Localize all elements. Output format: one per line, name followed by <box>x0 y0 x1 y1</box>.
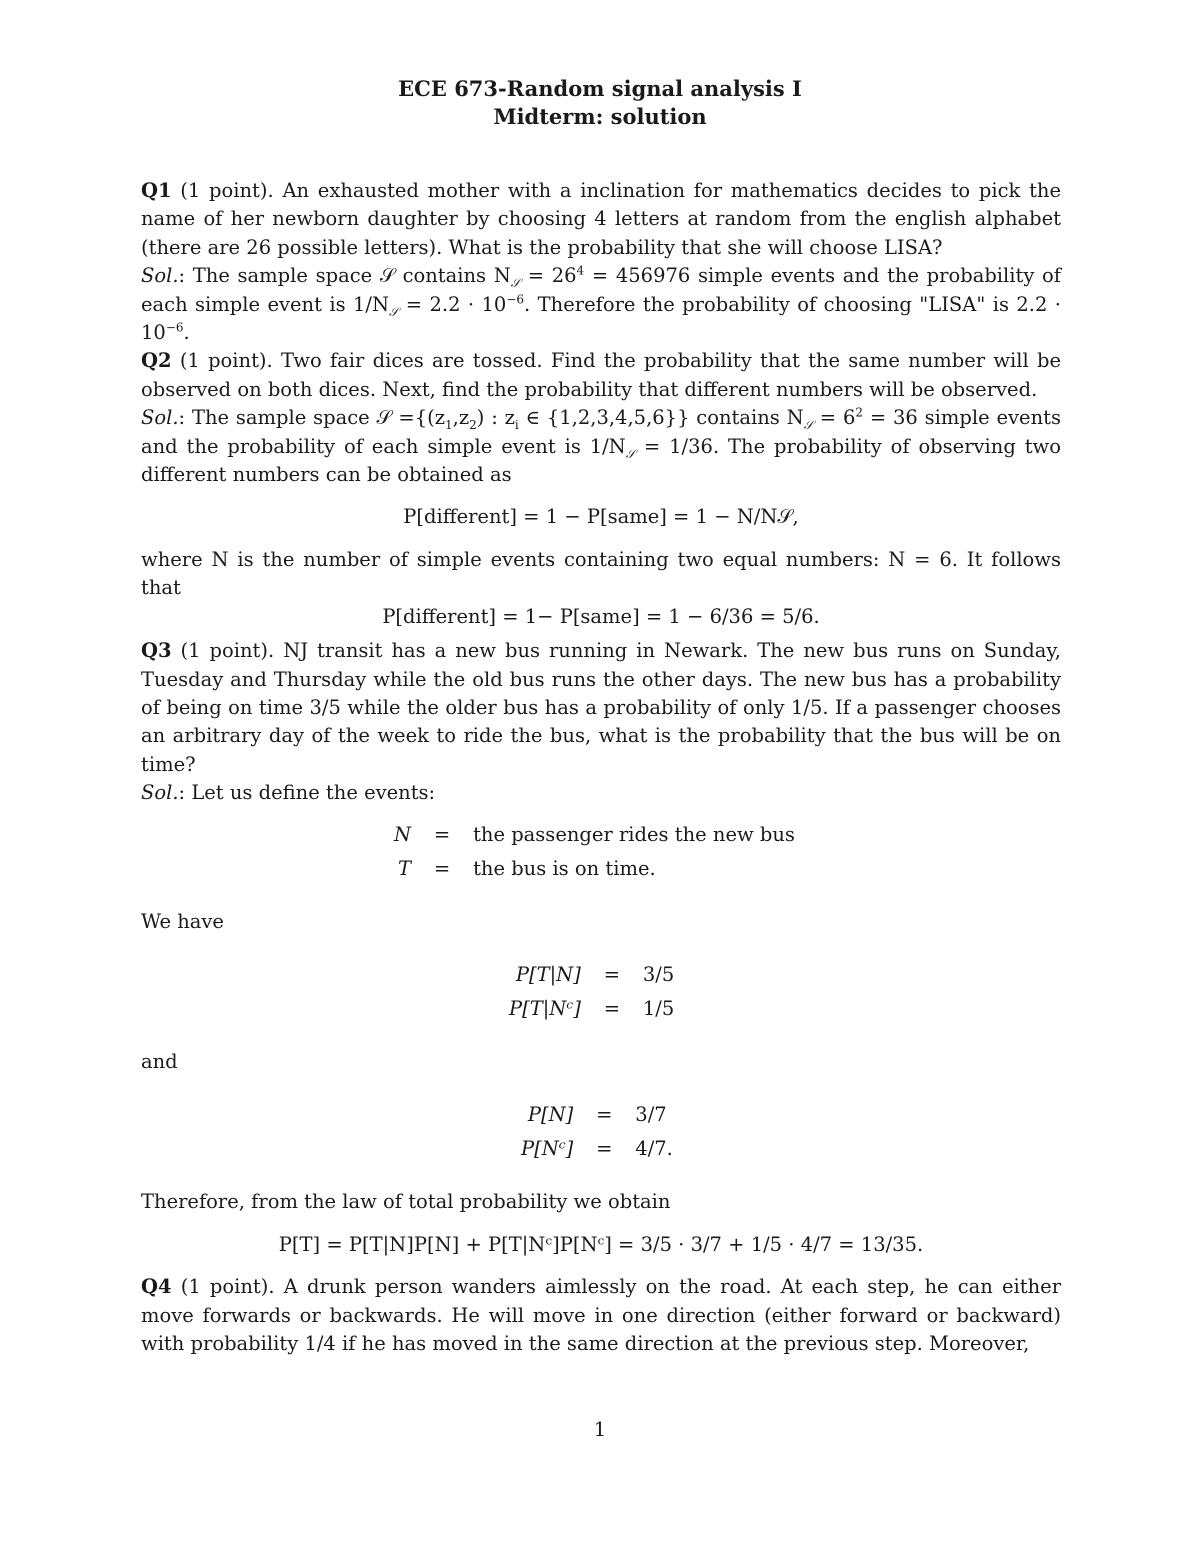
equation-lhs: P[T|N] <box>515 962 581 986</box>
spacer <box>141 532 1061 546</box>
question-points: (1 point). <box>180 1275 275 1299</box>
event-row <box>386 818 803 852</box>
question-text: Two fair dices are tossed. Find the probability that the same number will be observed on both dices. Next, find the probability that different numbers will be observed. <box>141 349 1062 401</box>
question-points: (1 point). <box>179 349 273 373</box>
solution-text: : The sample space 𝒮 ={(z <box>178 406 446 430</box>
solution-label: Sol. <box>141 406 179 430</box>
superscript: −6 <box>506 292 525 307</box>
solution-text: = 6 <box>812 406 856 430</box>
equals-sign: = <box>433 856 451 880</box>
spacer <box>141 1026 1061 1048</box>
superscript: 2 <box>855 405 864 420</box>
equals-sign: = <box>596 1137 613 1161</box>
subscript: 𝒮 <box>803 418 813 433</box>
spacer <box>141 1166 1061 1188</box>
spacer <box>141 1076 1061 1098</box>
event-symbol: T <box>398 856 412 880</box>
question-label: Q2 <box>141 349 172 373</box>
question-text: NJ transit has a new bus running in Newark. The new bus runs on Sunday, Tuesday and Thursday while the old bus runs the other days. The new bus has a probability of being on time 3/5 while the older bus has a probability of only 1/5. If a passenger chooses an arbitrary day of the week to ride the bus, what is the probability that the bus will be on time? <box>141 639 1062 776</box>
document-subtitle: Midterm: solution <box>493 104 707 129</box>
paragraph: where N is the number of simple events containing two equal numbers: N = 6. It follows that <box>141 547 1061 600</box>
document-body <box>141 177 1061 1358</box>
subscript: i <box>514 418 519 433</box>
question-label: Q1 <box>141 179 172 202</box>
document-title: ECE 673-Random signal analysis I <box>398 76 802 101</box>
spacer <box>141 1259 1061 1273</box>
spacer <box>141 1217 1061 1231</box>
solution-text: ∈ {1,2,3,4,5,6}} contains N <box>518 406 804 430</box>
equation-row <box>501 992 682 1026</box>
equation-lhs: P[N] <box>527 1103 574 1127</box>
page-number: 1 <box>593 1418 607 1441</box>
equation-rhs: 3/7 <box>635 1103 667 1127</box>
subscript: 𝒮 <box>510 276 521 291</box>
solution-3 <box>141 779 1061 807</box>
solution-text: = 36 simple events and the probability of each simple event is 1/N <box>141 406 1061 458</box>
question-3 <box>141 637 1061 779</box>
spacer <box>141 936 1061 958</box>
superscript: 4 <box>576 263 585 278</box>
question-text: An exhausted mother with a inclination for mathematics decides to pick the name of her newborn daughter by choosing 4 letters at random from the english alphabet (there are 26 possible letters). What is the probability that she will choose LISA? <box>141 179 1062 259</box>
superscript: −6 <box>165 320 184 335</box>
solution-1 <box>141 262 1061 347</box>
question-points: (1 point). <box>180 639 275 663</box>
subscript: 𝒮 <box>389 304 399 319</box>
question-text: A drunk person wanders aimlessly on the road. At each step, he can either move forwards or backwards. He will move in one direction (either forward or backward) with probability 1/4 if he has moved in the same direction at the previous step. Moreover, <box>141 1275 1062 1355</box>
equals-sign: = <box>596 1103 613 1127</box>
question-label: Q3 <box>141 639 172 663</box>
spacer <box>141 808 1061 818</box>
solution-text: . <box>183 321 190 345</box>
spacer <box>141 489 1061 503</box>
equation-row <box>513 1132 681 1166</box>
subscript: 1 <box>445 418 453 433</box>
prior-probabilities <box>513 1098 681 1166</box>
solution-text: . Therefore the probability of choosing "LISA" is 2.2 · 10 <box>141 292 1062 345</box>
event-description: the passenger rides the new bus <box>473 822 795 846</box>
equation-row <box>513 1098 681 1132</box>
event-row <box>386 852 803 886</box>
solution-text: = 456976 simple events and the probability of each simple event is 1/N <box>141 264 1061 316</box>
equals-sign: = <box>603 996 621 1020</box>
event-symbol: N <box>394 822 412 846</box>
event-description: the bus is on time. <box>473 856 656 880</box>
equals-sign: = <box>433 822 451 846</box>
events-definitions <box>386 818 803 886</box>
paragraph: and <box>141 1049 178 1073</box>
equation-lhs: P[T|Nᶜ] <box>509 996 581 1020</box>
question-points: (1 point). <box>180 179 274 202</box>
paragraph: We have <box>141 909 224 933</box>
solution-label: Sol. <box>141 781 179 805</box>
question-label: Q4 <box>141 1275 172 1299</box>
spacer <box>141 886 1061 908</box>
solution-text: : The sample space 𝒮 contains N <box>178 264 511 288</box>
equation-total-probability: P[T] = P[T|N]P[N] + P[T|Nᶜ]P[Nᶜ] = 3/5 · 3/7 + 1/5 · 4/7 = 13/35. <box>278 1232 924 1256</box>
conditional-probabilities <box>501 958 682 1026</box>
question-4 <box>141 1273 1061 1358</box>
equation-rhs: 4/7. <box>635 1137 673 1161</box>
equation-different: P[different] = 1 − P[same] = 1 − N/N𝒮, <box>403 505 799 529</box>
equation-rhs: 1/5 <box>642 996 675 1020</box>
question-2 <box>141 347 1061 404</box>
subscript: 2 <box>469 418 477 433</box>
solution-text: = 2.2 · 10 <box>398 292 507 316</box>
solution-text: : Let us define the events: <box>178 781 436 805</box>
equation-different-result: P[different] = 1− P[same] = 1 − 6/36 = 5/6. <box>382 604 820 628</box>
solution-text: ) : z <box>476 406 515 430</box>
equation-lhs: P[Nᶜ] <box>521 1137 574 1161</box>
equation-row <box>501 958 682 992</box>
question-1 <box>141 177 1061 262</box>
equals-sign: = <box>603 962 621 986</box>
solution-text: = 26 <box>520 264 577 288</box>
equation-rhs: 3/5 <box>642 962 675 986</box>
paragraph: Therefore, from the law of total probability we obtain <box>141 1190 671 1214</box>
solution-2 <box>141 404 1061 489</box>
subscript: 𝒮 <box>625 446 636 461</box>
solution-label: Sol. <box>141 264 179 288</box>
solution-text: ,z <box>452 406 470 430</box>
solution-text: = 1/36. The probability of observing two different numbers can be obtained as <box>141 434 1061 487</box>
